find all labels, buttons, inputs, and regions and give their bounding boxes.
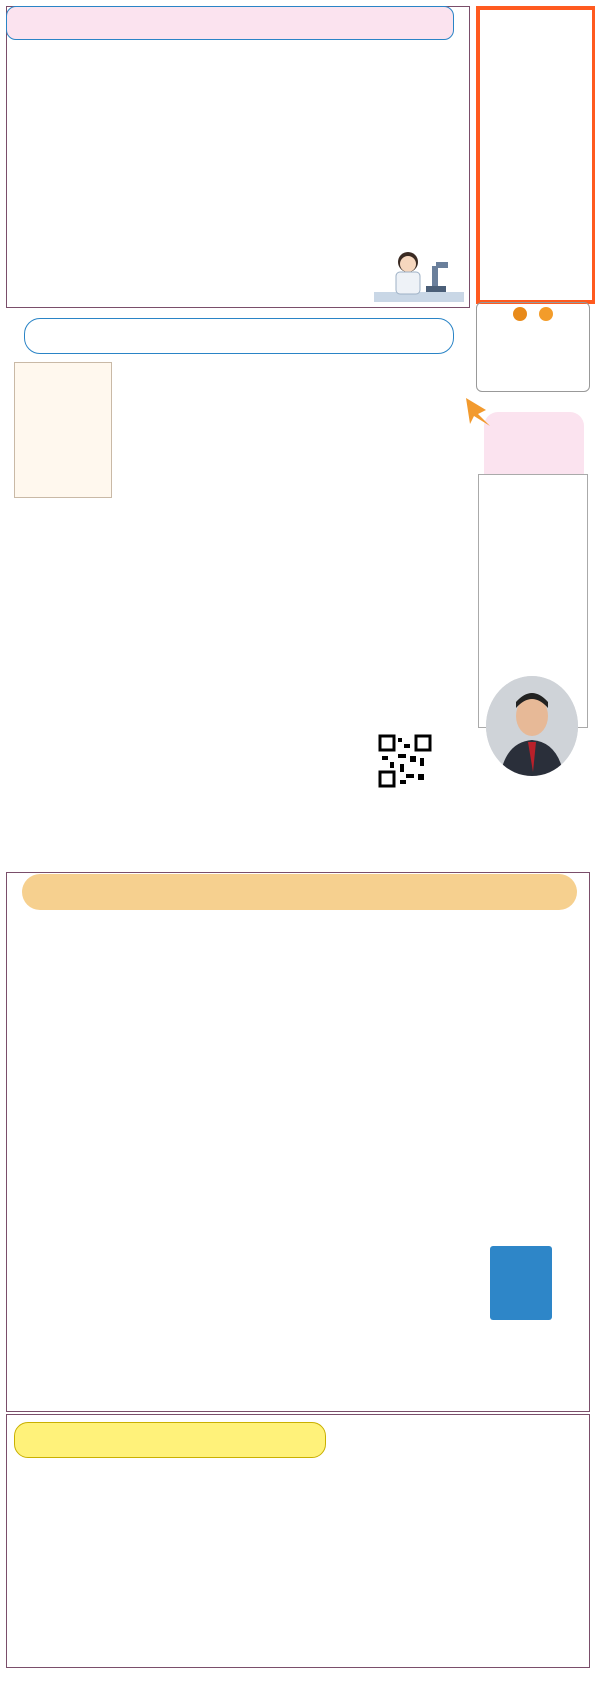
company-block-top: [6, 730, 476, 856]
person-photo-icon: [486, 676, 578, 776]
pension-book-image: [490, 1246, 552, 1320]
persimmon-icon: [513, 307, 527, 321]
scientist-microscope-illustration: [374, 248, 464, 304]
masthead-frame: [476, 6, 595, 304]
pension-article-body: [10, 916, 585, 919]
staff-heading: [484, 412, 584, 474]
staff-photo: [486, 676, 578, 776]
flower-icon: [539, 307, 553, 321]
book-article-title: [24, 318, 454, 354]
book-article-body-continued: [14, 501, 466, 504]
masthead-title: [18, 10, 94, 276]
pension-article-box: [6, 872, 590, 1412]
pushpin-icon: [460, 394, 494, 428]
book-article-body: [120, 360, 466, 363]
qr-code-icon[interactable]: [378, 734, 432, 788]
disaster-article-title: [14, 1422, 326, 1458]
pension-article-title: [22, 874, 577, 910]
book-cover: [14, 362, 112, 498]
disaster-article-body: [10, 1466, 585, 1469]
issue-info: [476, 302, 590, 392]
